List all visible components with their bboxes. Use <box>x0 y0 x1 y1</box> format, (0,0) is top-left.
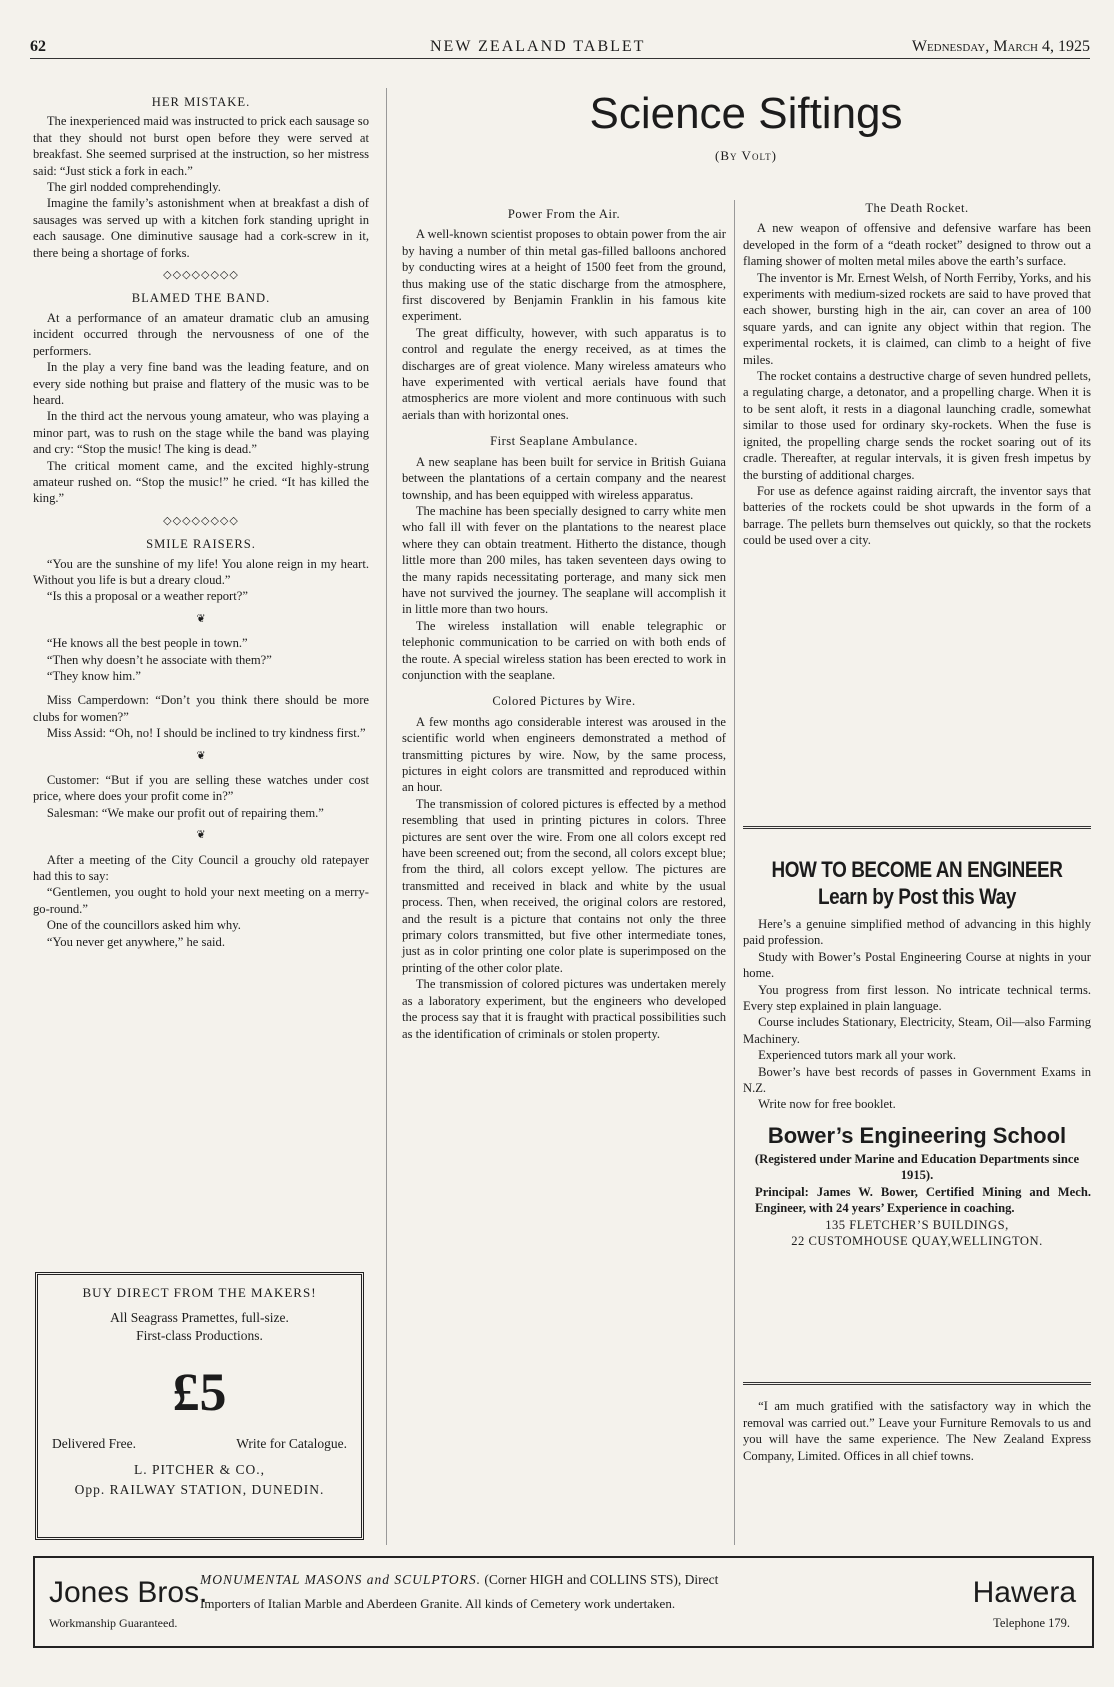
engineer-heading: HOW TO BECOME AN ENGINEER <box>771 857 1063 882</box>
engineer-subheading: Learn by Post this Way <box>817 884 1017 909</box>
right-column <box>743 200 1091 549</box>
page-header <box>30 38 1090 59</box>
paragraph: The great difficulty, however, with such apparatus is to control and regulate the energy received, as at times the discharges are of great violence. Many wireless amateurs who have experimented with vertical aerials have found that atmospherics are more violent and more continuous with such aerials than with horizontal ones. <box>402 325 726 422</box>
joke-line: After a meeting of the City Council a grouchy old ratepayer had this to say: <box>33 852 369 884</box>
paragraph: A new seaplane has been built for service in British Guiana between the plantations of a certain company and the nearest township, and has been equipped with wireless apparatus. <box>402 454 726 502</box>
paragraph: At a performance of an amateur dramatic club an amusing incident occurred through the nervousness of one of the performers. <box>33 310 369 358</box>
left-column <box>33 87 369 950</box>
paragraph: “I am much gratified with the satisfactory way in which the removal was carried out.” Leave your Furniture Removals to us and you will have the same experience. The New Zealand Express Company, Limited. Offices in all chief towns. <box>743 1399 1091 1463</box>
ad-catalogue: Write for Catalogue. <box>236 1436 347 1451</box>
byline: (By Volt) <box>715 148 777 163</box>
joke-line: One of the councillors asked him why. <box>46 918 241 933</box>
section-title: First Seaplane Ambulance. <box>490 434 638 449</box>
jones-bros-name: Jones Bros. <box>49 1576 208 1609</box>
divider-rule <box>743 826 1091 829</box>
issue-date: Wednesday, March 4, 1925 <box>911 38 1090 55</box>
masons-title: MONUMENTAL MASONS and SCULPTORS. <box>200 1572 482 1587</box>
section-title: Power From the Air. <box>507 207 621 221</box>
ad-price: £5 <box>172 1362 227 1422</box>
corner-line: (Corner HIGH and COLLINS STS), Direct <box>484 1572 719 1587</box>
paragraph: The transmission of colored pictures was undertaken merely as a laboratory experiment, but the engineers who developed the process say that it is fraught with practical possibilities such as the identification of criminals or stolen property. <box>402 977 726 1041</box>
joke-line: “He knows all the best people in town.” <box>46 636 248 651</box>
joke-line: “You are the sunshine of my life! You alone reign in my heart. Without you life is but a dreary cloud.” <box>33 556 369 587</box>
express-advertisement <box>743 1398 1091 1464</box>
masons-line <box>200 1572 718 1588</box>
paragraph: The rocket contains a destructive charge of seven hundred pellets, a regulating charge, a detonator, and a propelling charge. When it is to be sent aloft, it rests in a diagonal launching cradle, somewhat similar to those used for ordinary sky-rockets. When the fuse is ignited, the propelling charge sends the rocket soaring out of its cradle. Thereafter, at regular intervals, it is given fresh impetus by the bursting of additional charges. <box>743 369 1091 482</box>
paragraph: Bower’s have best records of passes in Government Exams in N.Z. <box>743 1064 1091 1096</box>
ad-address: Opp. RAILWAY STATION, DUNEDIN. <box>74 1482 325 1497</box>
ad-company: L. PITCHER & CO., <box>133 1462 265 1477</box>
ad-line: All Seagrass Pramettes, full-size. <box>110 1310 289 1325</box>
jones-bros-advertisement <box>33 1556 1094 1648</box>
registration: (Registered under Marine and Education Departments since 1915). <box>754 1151 1080 1183</box>
smile-raisers-title: SMILE RAISERS. <box>146 537 256 552</box>
joke-line: Miss Assid: “Oh, no! I should be inclined to try kindness first.” <box>46 726 366 741</box>
divider-glyph: ❦ <box>196 749 206 762</box>
ornament: ◇◇◇◇◇◇◇◇ <box>163 269 239 282</box>
workmanship: Workmanship Guaranteed. <box>49 1616 178 1630</box>
blamed-the-band-title: BLAMED THE BAND. <box>131 291 271 306</box>
school-name: Bower’s Engineering School <box>767 1122 1067 1148</box>
middle-column <box>402 206 726 1042</box>
joke-line: “They know him.” <box>46 669 141 683</box>
paragraph: The inexperienced maid was instructed to prick each sausage so that they should not burst open before they were served at breakfast. She seemed surprised at the instruction, so her mistress said: “Just stick a fork in each.” <box>33 114 369 178</box>
joke-line: Salesman: “We make our profit out of repairing them.” <box>46 805 324 820</box>
paragraph: The wireless installation will enable telegraphic or telephonic communication to be carried on with both ends of the route. A special wireless station has been erected to work in conjunction with the seaplane. <box>402 618 726 682</box>
column-rule <box>734 200 735 1545</box>
joke-line: “Is this a proposal or a weather report?” <box>46 589 248 604</box>
science-title: Science Siftings <box>589 89 903 138</box>
section-title: Colored Pictures by Wire. <box>492 694 636 709</box>
paragraph: In the third act the nervous young amateur, who was playing a minor part, was to rush on the stage while the band was playing and cry: “Stop the music! The king is dead.” <box>33 409 369 457</box>
column-rule <box>386 88 387 1545</box>
address-line: 135 FLETCHER’S BUILDINGS, <box>825 1217 1009 1232</box>
paragraph: The transmission of colored pictures is effected by a method resembling that used in printing pictures in colors. Three pictures are sent over the wire. From one all colors except red have been screened out; from the second, all colors except blue; from the third, all colors except yellow. The pictures are transmitted and received in black and white by the usual process. Then, when received, the original colors are restored, and the result is a picture that contains not only the three primary colors transmitted, but five other intermediate tones, just as in color printing one color plate is superimposed on the printing of the other color plate. <box>402 796 726 975</box>
paragraph: A well-known scientist proposes to obtain power from the air by having a number of thin metal gas-filled balloons anchored by conducting wires at a height of 1500 feet from the ground, thus making use of the static discharge from the atmosphere, first discovered by Benjamin Franklin in his famous kite experiment. <box>402 227 726 324</box>
divider-glyph: ❦ <box>196 829 206 842</box>
divider-glyph: ❦ <box>196 612 206 625</box>
paragraph: The critical moment came, and the excited highly-strung amateur rushed on. “Stop the music!” he cried. “It has killed the king.” <box>33 458 369 506</box>
paragraph: Here’s a genuine simplified method of advancing in this highly paid profession. <box>743 917 1091 948</box>
paragraph: Imagine the family’s astonishment when at breakfast a dish of sausages was served up with a kitchen fork standing upright in each sausage. One diminutive sausage had a cork-screw in it, there being a shortage of forks. <box>33 196 369 260</box>
engineer-advertisement <box>743 856 1091 1249</box>
paragraph: For use as defence against raiding aircraft, the inventor says that batteries of the rockets could be shot upwards in the form of a barrage. The pellets burn themselves out quickly, so that the rockets could be used over a city. <box>743 483 1091 548</box>
paragraph: A few months ago considerable interest was aroused in the scientific world when engineers demonstrated a method of transmitting pictures by wire. Now, by the same process, pictures in eight colors are transmitted and reproduced within an hour. <box>402 714 726 795</box>
paragraph: You progress from first lesson. No intricate technical terms. Every step explained in plain language. <box>743 982 1091 1014</box>
her-mistake-title: HER MISTAKE. <box>151 95 251 109</box>
paragraph: The machine has been specially designed to carry white men who fall ill with fever on the plantations to the nearest place where they can obtain treatment. Hitherto the distance, though little more than 200 miles, has taken seventeen days owing to the many rapids necessitating porterage, and many sick men have not survived the journey. The seaplane will accomplish it in little more than two hours. <box>402 503 726 617</box>
pitcher-advertisement <box>35 1272 364 1540</box>
ad-heading: BUY DIRECT FROM THE MAKERS! <box>82 1285 317 1300</box>
paragraph: Study with Bower’s Postal Engineering Course at nights in your home. <box>743 949 1091 981</box>
section-title: The Death Rocket. <box>865 201 969 215</box>
paragraph: The inventor is Mr. Ernest Welsh, of North Ferriby, Yorks, and his experiments with medium-sized rockets are said to have proved that each shower, bursting high in the air, can cover an area of 100 square yards, and can ignite any object within that region. The experimental rockets, it is claimed, can climb to a height of five miles. <box>743 270 1091 367</box>
joke-line: Customer: “But if you are selling these watches under cost price, where does your profit come in?” <box>33 773 369 804</box>
science-siftings-header <box>402 88 1090 164</box>
paragraph: Write now for free booklet. <box>758 1097 896 1112</box>
paragraph: The girl nodded comprehendingly. <box>46 180 221 195</box>
joke-line: Miss Camperdown: “Don’t you think there should be more clubs for women?” <box>33 693 369 724</box>
importers-line: Importers of Italian Marble and Aberdeen Granite. All kinds of Cemetery work undertaken. <box>200 1596 676 1611</box>
paragraph: Course includes Stationary, Electricity, Steam, Oil—also Farming Machinery. <box>743 1015 1091 1046</box>
paragraph: A new weapon of offensive and defensive warfare has been developed in the form of a “death rocket” designed to throw out a flaming shower of molten metal miles above the earth’s surface. <box>743 221 1091 269</box>
ornament: ◇◇◇◇◇◇◇◇ <box>163 514 239 527</box>
joke-line: “Then why doesn’t he associate with them?” <box>46 652 272 667</box>
joke-line: “You never get anywhere,” he said. <box>46 934 225 949</box>
page-number: 62 <box>30 38 46 55</box>
divider-rule <box>743 1382 1091 1385</box>
principal: Principal: James W. Bower, Certified Mining and Mech. Engineer, with 24 years’ Experience in coaching. <box>755 1184 1091 1216</box>
paragraph: In the play a very fine band was the leading feature, and on every side nothing but praise and flattery of the music was to be heard. <box>33 360 369 407</box>
address-line: 22 CUSTOMHOUSE QUAY,WELLINGTON. <box>791 1233 1043 1248</box>
telephone: Telephone 179. <box>993 1616 1070 1630</box>
masthead: NEW ZEALAND TABLET <box>430 38 646 55</box>
joke-line: “Gentlemen, you ought to hold your next meeting on a merry-go-round.” <box>33 885 369 916</box>
ad-line: First-class Productions. <box>136 1328 263 1343</box>
paragraph: Experienced tutors mark all your work. <box>758 1048 957 1063</box>
ad-delivered: Delivered Free. <box>52 1436 136 1451</box>
town-name: Hawera <box>972 1576 1076 1609</box>
